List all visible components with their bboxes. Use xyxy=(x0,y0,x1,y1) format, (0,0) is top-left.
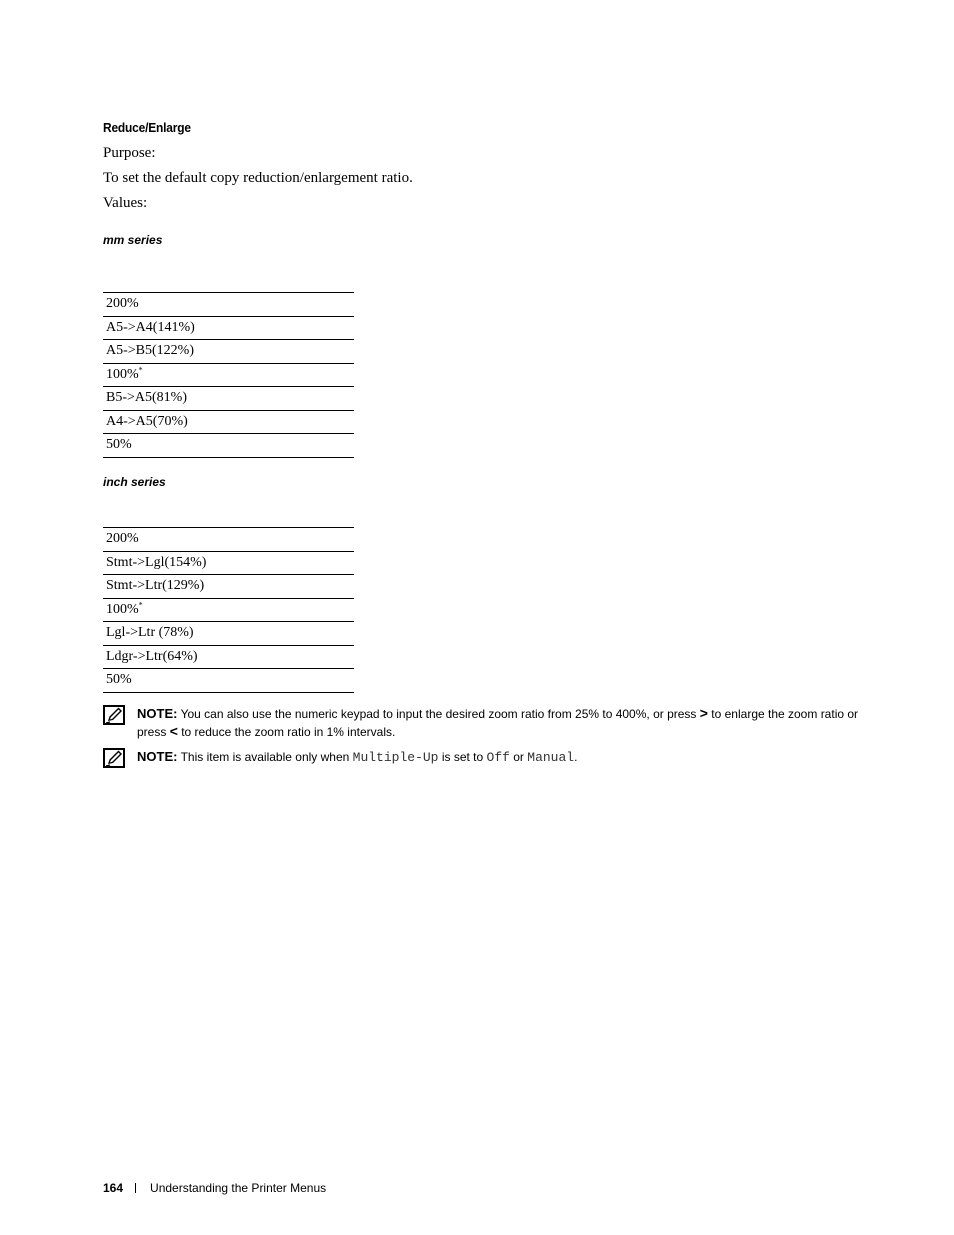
table-row xyxy=(103,575,354,599)
right-arrow-icon: > xyxy=(699,705,708,721)
default-marker: * xyxy=(138,600,143,610)
note-zoom-keypad xyxy=(103,705,863,741)
table-row xyxy=(103,434,354,458)
inch-series-table xyxy=(103,527,354,693)
left-arrow-icon: < xyxy=(169,723,178,739)
purpose-label: Purpose: xyxy=(103,145,156,161)
code-multiple-up: Multiple-Up xyxy=(352,750,439,765)
note-label: NOTE: xyxy=(137,749,178,764)
code-manual: Manual xyxy=(527,750,575,765)
table-row xyxy=(103,293,354,317)
table-row xyxy=(103,387,354,411)
note-pencil-icon xyxy=(103,748,125,768)
table-cell: A5->B5(122%) xyxy=(103,340,354,364)
note-text-part: or xyxy=(509,750,528,764)
note-text-part: to enlarge the zoom ratio or press xyxy=(137,707,859,739)
page-footer xyxy=(103,1181,326,1195)
note-text-part: is set to xyxy=(438,750,487,764)
table-cell: B5->A5(81%) xyxy=(103,387,354,411)
table-row xyxy=(103,645,354,669)
table-cell-default xyxy=(103,363,354,387)
note-text-part: This item is available only when xyxy=(177,750,353,764)
note-text-part: to reduce the zoom ratio in 1% intervals. xyxy=(177,725,396,739)
table-cell: Lgl->Ltr (78%) xyxy=(103,622,354,646)
section-heading: Reduce/Enlarge xyxy=(103,120,191,135)
table-row xyxy=(103,622,354,646)
note-pencil-icon xyxy=(103,705,125,725)
default-value: 100% xyxy=(106,366,139,382)
table-row xyxy=(103,528,354,552)
inch-series-label: inch series xyxy=(103,475,166,489)
mm-series-table xyxy=(103,292,354,458)
table-cell: 50% xyxy=(103,669,354,693)
table-cell: 200% xyxy=(103,293,354,317)
table-row xyxy=(103,669,354,693)
note-text-part: You can also use the numeric keypad to input the desired zoom ratio from 25% to 400%, or press xyxy=(177,707,700,721)
table-cell: 200% xyxy=(103,528,354,552)
mm-series-label: mm series xyxy=(103,233,163,247)
values-label: Values: xyxy=(103,195,148,211)
page-number: 164 xyxy=(103,1181,124,1195)
chapter-title: Understanding the Printer Menus xyxy=(150,1181,327,1195)
note-text-part: . xyxy=(574,750,578,764)
note-label: NOTE: xyxy=(137,706,178,721)
table-cell: A5->A4(141%) xyxy=(103,316,354,340)
table-cell: Stmt->Lgl(154%) xyxy=(103,551,354,575)
default-value: 100% xyxy=(106,601,139,617)
purpose-text: To set the default copy reduction/enlargement ratio. xyxy=(103,170,413,186)
table-cell: Stmt->Ltr(129%) xyxy=(103,575,354,599)
table-cell: A4->A5(70%) xyxy=(103,410,354,434)
table-cell: 50% xyxy=(103,434,354,458)
table-row xyxy=(103,410,354,434)
table-row xyxy=(103,316,354,340)
code-off: Off xyxy=(486,750,510,765)
table-cell: Ldgr->Ltr(64%) xyxy=(103,645,354,669)
table-row xyxy=(103,598,354,622)
table-cell-default xyxy=(103,598,354,622)
table-row xyxy=(103,363,354,387)
default-marker: * xyxy=(138,365,143,375)
table-row xyxy=(103,551,354,575)
note-multiple-up xyxy=(103,748,863,766)
footer-divider xyxy=(135,1183,136,1193)
table-row xyxy=(103,340,354,364)
